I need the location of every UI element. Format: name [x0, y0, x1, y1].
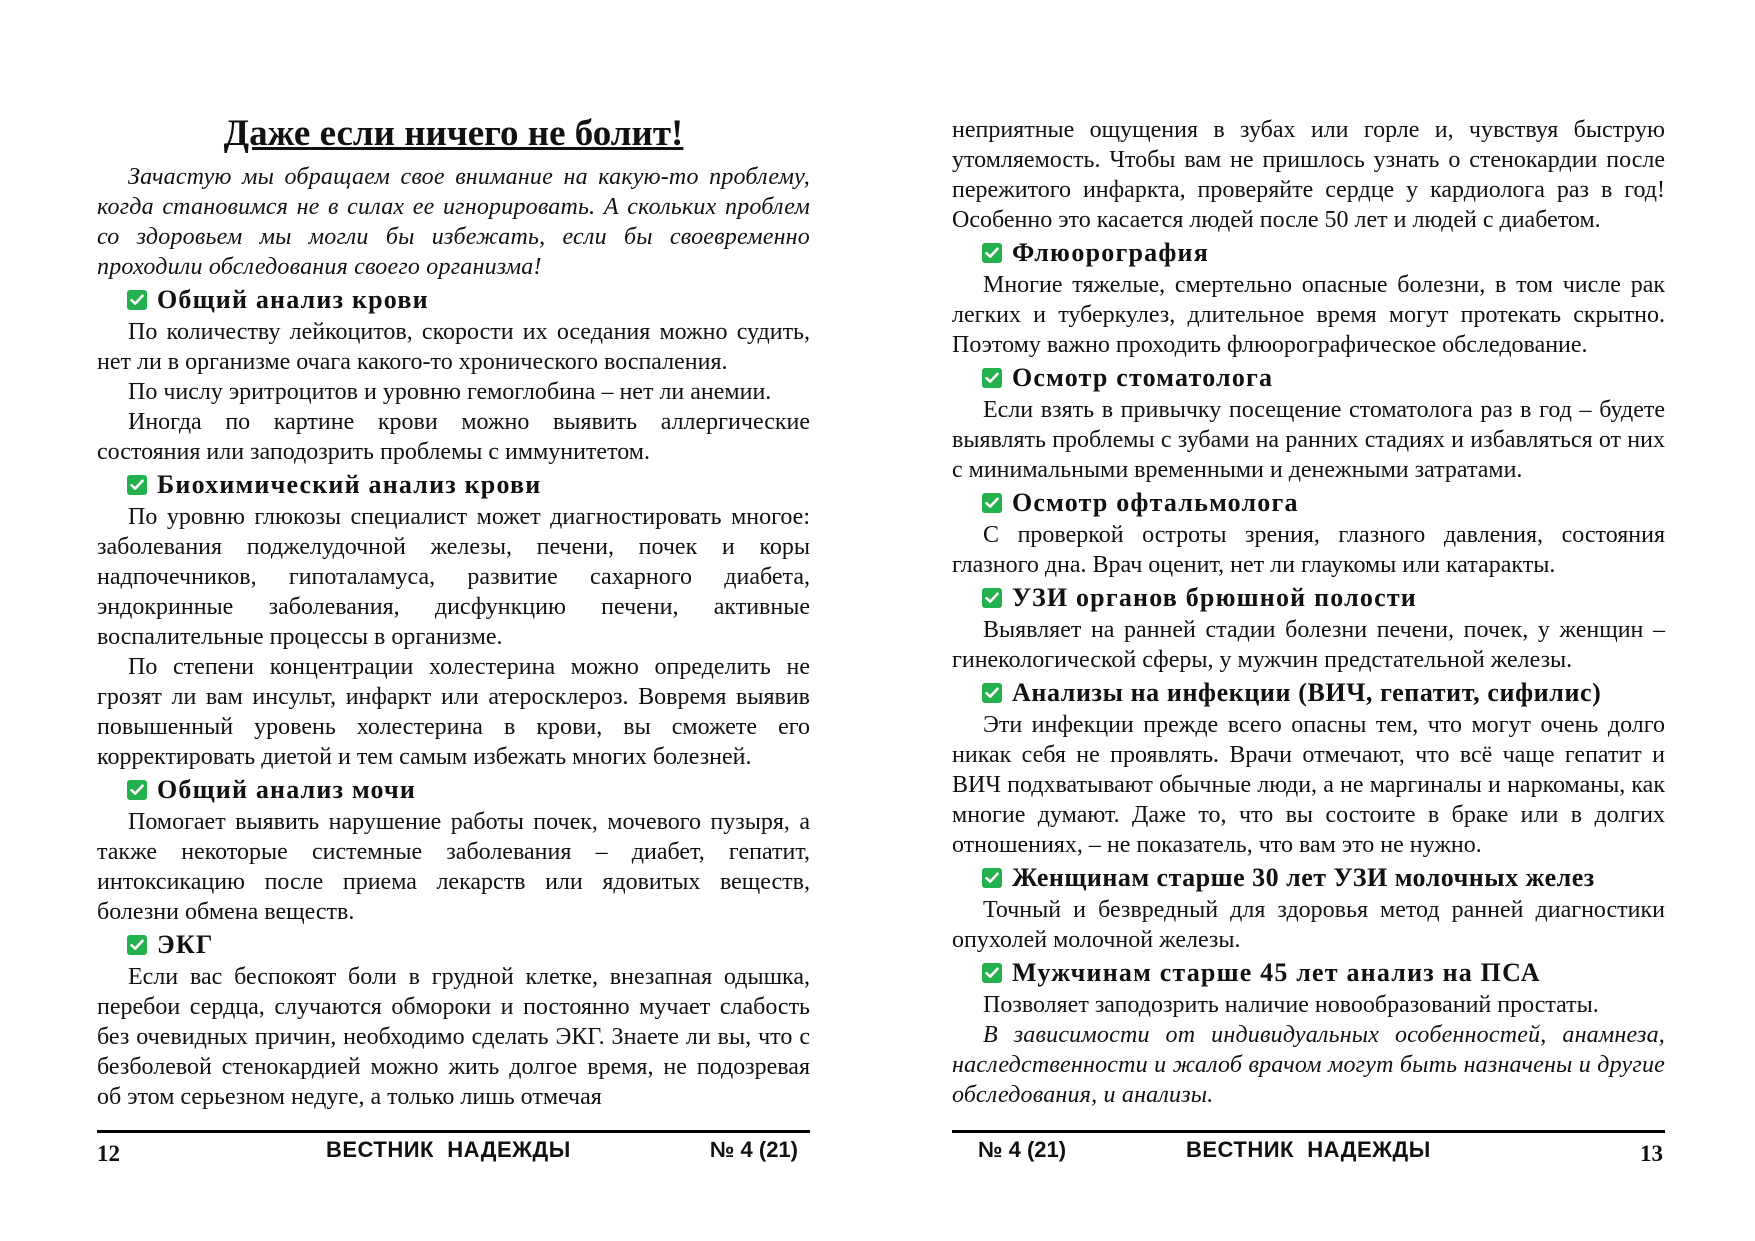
- checkbox-check-icon: [982, 588, 1002, 608]
- section-heading: [982, 361, 1665, 394]
- paragraph: Точный и безвредный для здоровья метод ранней диагностики опухолей молочной железы.: [952, 897, 1665, 953]
- section-urine-test: [97, 773, 810, 927]
- section-title: Осмотр офтальмолога: [1012, 487, 1299, 517]
- page-number: 12: [97, 1141, 120, 1166]
- section-blood-test: [97, 283, 810, 467]
- section-fluorography: [952, 236, 1665, 360]
- checkbox-check-icon: [127, 475, 147, 495]
- page-footer: [97, 1137, 810, 1171]
- checkbox-check-icon: [982, 868, 1002, 888]
- section-title: Осмотр стоматолога: [1012, 362, 1274, 392]
- right-page-content: [952, 115, 1665, 1110]
- section-men-45: [952, 956, 1665, 1020]
- paragraph: По количеству лейкоцитов, скорости их оседания можно судить, нет ли в организме очага какого-то хронического воспаления.: [97, 319, 810, 375]
- section-heading: [127, 283, 810, 316]
- paragraph: Многие тяжелые, смертельно опасные болезни, в том числе рак легких и туберкулез, длительное время могут протекать скрытно. Поэтому важно проходить флюорографическое обследование.: [952, 272, 1665, 358]
- section-title: Общий анализ крови: [157, 284, 429, 314]
- paragraph: Позволяет заподозрить наличие новообразований простаты.: [983, 992, 1599, 1018]
- checkbox-check-icon: [982, 243, 1002, 263]
- section-title: Мужчинам старше 45 лет анализ на ПСА: [1012, 957, 1541, 987]
- section-title: Женщинам старше 30 лет УЗИ молочных желез: [1012, 862, 1595, 892]
- page-number: 13: [1640, 1141, 1663, 1166]
- section-title: УЗИ органов брюшной полости: [1012, 582, 1417, 612]
- paragraph: По уровню глюкозы специалист может диагностировать многое: заболевания поджелудочной железы, печени, почек и коры надпочечников, гипоталамуса, развитие сахарного диабета, эндокринные заболевания, дисфункцию печени, активные воспалительные процессы в организме.: [97, 504, 810, 650]
- paragraph: По числу эритроцитов и уровню гемоглобина – нет ли анемии.: [128, 379, 772, 405]
- section-ultrasound: [952, 581, 1665, 675]
- paragraph: Выявляет на ранней стадии болезни печени, почек, у женщин – гинекологической сферы, у мужчин предстательной железы.: [952, 617, 1665, 673]
- left-page-content: [97, 112, 810, 1112]
- section-heading: [127, 773, 810, 806]
- section-title: Анализы на инфекции (ВИЧ, гепатит, сифилис): [1012, 677, 1602, 707]
- section-title: Общий анализ мочи: [157, 774, 417, 804]
- checkbox-check-icon: [982, 963, 1002, 983]
- section-heading: [127, 928, 810, 961]
- right-page: [952, 0, 1665, 1241]
- section-heading: [982, 861, 1665, 894]
- paragraph: Иногда по картине крови можно выявить аллергические состояния или заподозрить проблемы с иммунитетом.: [97, 409, 810, 465]
- issue-number: № 4 (21): [978, 1137, 1067, 1162]
- paragraph: Если вас беспокоят боли в грудной клетке, внезапная одышка, перебои сердца, случаются обмороки и постоянно мучает слабость без очевидных причин, необходимо сделать ЭКГ. Знаете ли вы, что с безболевой стенокардией можно жить долгое время, не подозревая об этом серьезном недуге, а только лишь отмечая: [97, 964, 810, 1110]
- section-heading: [982, 581, 1665, 614]
- section-dentist: [952, 361, 1665, 485]
- section-women-30: [952, 861, 1665, 955]
- footer-rule: [952, 1130, 1665, 1133]
- section-ecg: [97, 928, 810, 1112]
- paragraph: По степени концентрации холестерина можно определить не грозят ли вам инсульт, инфаркт или атеросклероз. Вовремя выявив повышенный уровень холестерина в крови, вы сможете его корректировать диетой и тем самым избежать многих болезней.: [97, 654, 810, 770]
- checkbox-check-icon: [982, 683, 1002, 703]
- left-page: [97, 0, 810, 1241]
- footer-rule: [97, 1130, 810, 1133]
- paragraph: Эти инфекции прежде всего опасны тем, что могут очень долго никак себя не проявлять. Врачи отмечают, что всё чаще гепатит и ВИЧ подхватывают обычные люди, а не маргиналы и наркоманы, как многие думают. Даже то, что вы состоите в браке или в долгих отношениях, – не показатель, что вам это не нужно.: [952, 712, 1665, 858]
- paragraph: Помогает выявить нарушение работы почек, мочевого пузыря, а также некоторые системные заболевания – диабет, гепатит, интоксикацию после приема лекарств или ядовитых веществ, болезни обмена веществ.: [97, 809, 810, 925]
- checkbox-check-icon: [982, 493, 1002, 513]
- section-heading: [982, 956, 1665, 989]
- paragraph: С проверкой остроты зрения, глазного давления, состояния глазного дна. Врач оценит, нет ли глаукомы или катаракты.: [952, 522, 1665, 578]
- magazine-name: ВЕСТНИК НАДЕЖДЫ: [326, 1137, 571, 1162]
- section-infections: [952, 676, 1665, 860]
- section-heading: [982, 236, 1665, 269]
- article-title: Даже если ничего не болит!: [223, 113, 684, 154]
- section-title: Биохимический анализ крови: [157, 469, 542, 499]
- checkbox-check-icon: [127, 290, 147, 310]
- checkbox-check-icon: [127, 935, 147, 955]
- checkbox-check-icon: [982, 368, 1002, 388]
- magazine-name: ВЕСТНИК НАДЕЖДЫ: [1186, 1137, 1431, 1162]
- section-title: Флюорография: [1012, 237, 1209, 267]
- article-intro: Зачастую мы обращаем свое внимание на какую-то проблему, когда становимся не в силах ее игнорировать. А скольких проблем со здоровьем мы могли бы избежать, если бы своевременно проходили обследования своего организма!: [97, 164, 810, 280]
- section-heading: [982, 486, 1665, 519]
- paragraph: Если взять в привычку посещение стоматолога раз в год – будете выявлять проблемы с зубами на ранних стадиях и избавляться от них с минимальными временными и денежными затратами.: [952, 397, 1665, 483]
- closing-note: В зависимости от индивидуальных особенностей, анамнеза, наследственности и жалоб врачом могут быть назначены и другие обследования, и анализы.: [952, 1022, 1665, 1108]
- section-heading: [982, 676, 1665, 709]
- continuation-paragraph: неприятные ощущения в зубах или горле и, чувствуя быструю утомляемость. Чтобы вам не пришлось узнать о стенокардии после пережитого инфаркта, проверяйте сердце у кардиолога раз в год! Особенно это касается людей после 50 лет и людей с диабетом.: [952, 117, 1665, 233]
- section-ophthalmologist: [952, 486, 1665, 580]
- page-footer: [952, 1137, 1665, 1171]
- section-biochem-test: [97, 468, 810, 772]
- checkbox-check-icon: [127, 780, 147, 800]
- issue-number: № 4 (21): [709, 1137, 798, 1162]
- section-title: ЭКГ: [157, 929, 214, 959]
- section-heading: [127, 468, 810, 501]
